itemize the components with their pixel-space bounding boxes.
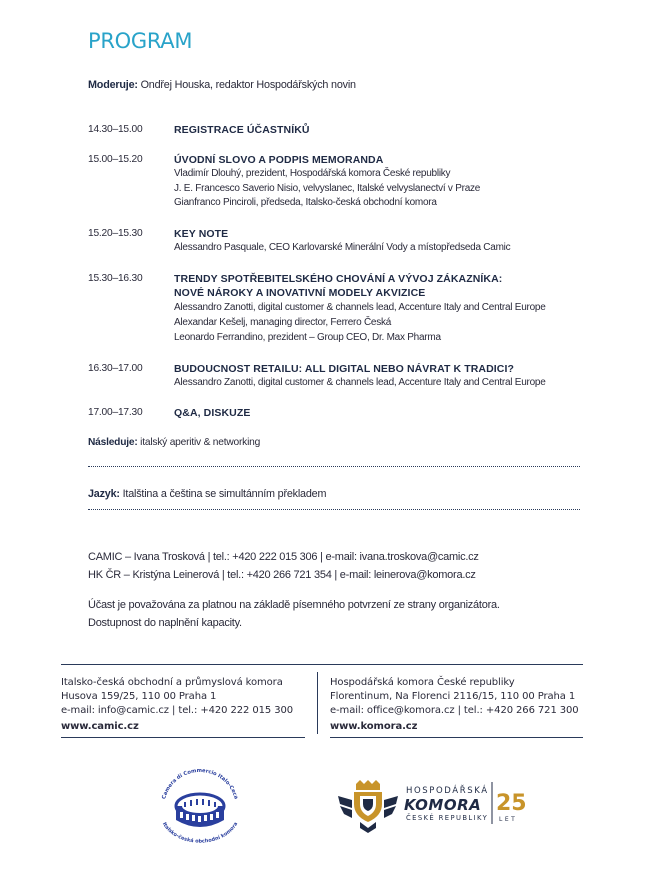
footer-left-address: Husova 159/25, 110 00 Praha 1 — [61, 691, 217, 702]
moderator-text: Ondřej Houska, redaktor Hospodářských novin — [137, 79, 356, 91]
agenda-title: ÚVODNÍ SLOVO A PODPIS MEMORANDA — [174, 154, 384, 166]
footer-right-rule — [330, 737, 583, 738]
agenda-speaker: Alexandar Kešelj, managing director, Ferrero Česká — [174, 317, 392, 328]
agenda-speaker: Alessandro Zanotti, digital customer & channels lead, Accenture Italy and Central Europe — [174, 302, 546, 313]
contact-line: HK ČR – Kristýna Leinerová | tel.: +420 266 721 354 | e-mail: leinerova@komora.cz — [88, 569, 476, 581]
language-label: Jazyk: — [88, 488, 120, 500]
agenda-title: Q&A, DISKUZE — [174, 407, 251, 419]
komora-line3: ČESKÉ REPUBLIKY — [406, 814, 489, 822]
camic-logo — [150, 762, 250, 848]
agenda-speaker: Vladimír Dlouhý, prezident, Hospodářská komora České republiky — [174, 168, 451, 179]
komora-line2: KOMORA — [404, 796, 482, 814]
followed-label: Následuje: — [88, 437, 138, 448]
agenda-title: NOVÉ NÁROKY A INOVATIVNÍ MODELY AKVIZICE — [174, 287, 426, 299]
footer-rule — [61, 664, 583, 665]
agenda-time: 15.00–15.20 — [88, 154, 143, 165]
footer-vertical-divider — [317, 672, 318, 734]
agenda-title: REGISTRACE ÚČASTNÍKŮ — [174, 124, 310, 136]
agenda-title: KEY NOTE — [174, 228, 229, 240]
footer-left-name: Italsko-česká obchodní a průmyslová komora — [61, 677, 283, 688]
footer-left-contact: e-mail: info@camic.cz | tel.: +420 222 015 300 — [61, 705, 294, 716]
komora-years-label: LET — [499, 816, 518, 823]
divider — [88, 466, 580, 467]
divider — [88, 509, 580, 510]
moderator-label: Moderuje: — [88, 79, 138, 91]
komora-logo — [336, 778, 528, 834]
note-line: Dostupnost do naplnění kapacity. — [88, 617, 242, 629]
footer-left-web[interactable]: www.camic.cz — [61, 721, 139, 732]
komora-years: 25 — [496, 791, 527, 816]
page-title: PROGRAM — [88, 29, 193, 53]
footer-right-name: Hospodářská komora České republiky — [330, 677, 515, 688]
agenda-speaker: Gianfranco Pinciroli, předseda, Italsko-česká obchodní komora — [174, 197, 437, 208]
agenda-speaker: Alessandro Pasquale, CEO Karlovarské Minerální Vody a místopředseda Camic — [174, 242, 511, 253]
komora-line1: HOSPODÁŘSKÁ — [406, 786, 489, 796]
komora-emblem — [338, 780, 398, 833]
moderator-line — [88, 79, 356, 91]
language-text: Italština a čeština se simultánním překladem — [119, 488, 327, 500]
agenda-title: TRENDY SPOTŘEBITELSKÉHO CHOVÁNÍ A VÝVOJ ZÁKAZNÍKA: — [174, 273, 503, 285]
agenda-time: 17.00–17.30 — [88, 407, 143, 418]
followed-line — [88, 437, 260, 448]
agenda-title: BUDOUCNOST RETAILU: ALL DIGITAL NEBO NÁVRAT K TRADICI? — [174, 363, 515, 375]
agenda-speaker: Leonardo Ferrandino, prezident – Group CEO, Dr. Max Pharma — [174, 332, 441, 343]
camic-logo-top-text: Camera di Commercio Italo-Ceca — [161, 767, 239, 800]
footer-right-address: Florentinum, Na Florenci 2116/15, 110 00 Praha 1 — [330, 691, 576, 702]
camic-logo-bottom-text: Italsko-česká obchodní komora — [160, 821, 240, 845]
footer-right-web[interactable]: www.komora.cz — [330, 721, 418, 732]
footer-left-rule — [61, 737, 305, 738]
agenda-time: 15.20–15.30 — [88, 228, 143, 239]
agenda-time: 16.30–17.00 — [88, 363, 143, 374]
agenda-time: 15.30–16.30 — [88, 273, 143, 284]
language-line — [88, 488, 326, 500]
followed-text: italský aperitiv & networking — [137, 437, 261, 448]
svg-text:Camera di Commercio Italo-Ceca — [161, 768, 239, 800]
agenda-speaker: J. E. Francesco Saverio Nisio, velvyslanec, Italské velvyslanectví v Praze — [174, 183, 481, 194]
note-line: Účast je považována za platnou na základě písemného potvrzení ze strany organizátora. — [88, 599, 500, 611]
agenda-time: 14.30–15.00 — [88, 124, 143, 135]
agenda-speaker: Alessandro Zanotti, digital customer & channels lead, Accenture Italy and Central Europe — [174, 377, 546, 388]
contact-line: CAMIC – Ivana Trosková | tel.: +420 222 015 306 | e-mail: ivana.troskova@camic.cz — [88, 551, 479, 563]
footer-right-contact: e-mail: office@komora.cz | tel.: +420 266 721 300 — [330, 705, 579, 716]
